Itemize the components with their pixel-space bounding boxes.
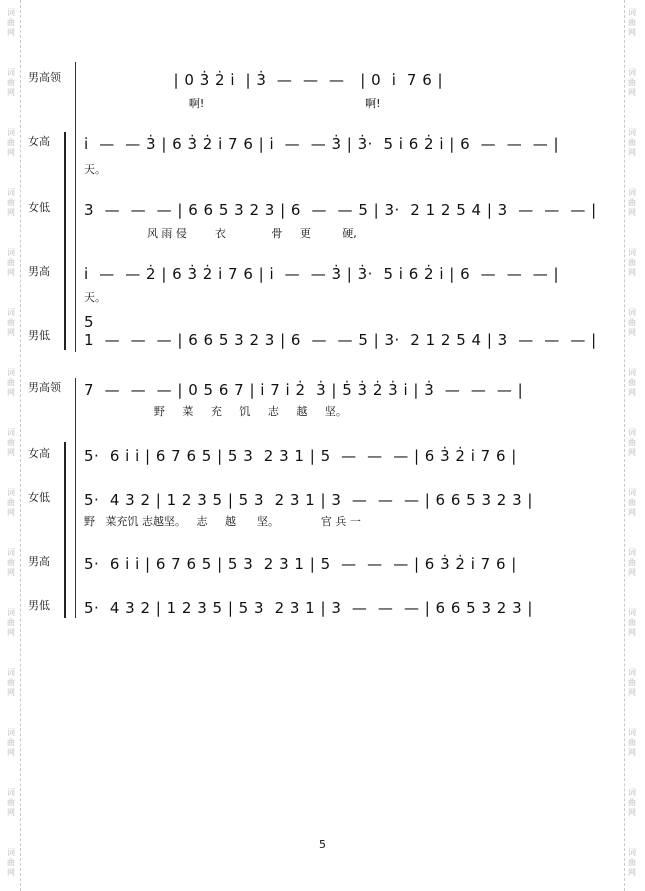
staff-notes: i̇ — — 2̇ | 6 3̇ 2̇ i̇ 7 6 | i̇ — — 3̇ | 3̇· 5 i̇ 6 2̇ i̇ | 6 — — — | bbox=[84, 265, 560, 283]
staff-row bbox=[0, 486, 645, 528]
watermark-text: 词 曲 网 bbox=[628, 848, 636, 877]
staff-row bbox=[0, 442, 645, 470]
staff-notes: 1 — — — | 6 6 5 3 2 3 | 6 — — 5 | 3· 2 1 2 5 4 | 3 — — — | bbox=[84, 331, 597, 349]
watermark-text: 词 曲 网 bbox=[628, 728, 636, 757]
lyrics: 野 菜 充 饥 志 越 坚。 bbox=[84, 405, 347, 418]
upper-note: 5 bbox=[84, 313, 95, 331]
watermark-text: 词 曲 网 bbox=[7, 608, 15, 637]
watermark-text: 词 曲 网 bbox=[628, 668, 636, 697]
staff-row bbox=[0, 66, 645, 110]
staff-notes: 7 — — — | 0 5 6 7 | i̇ 7 i̇ 2̇ 3̇ | 5̇ 3̇ 2̇ 3̇ i̇ | 3̇ — — — | bbox=[84, 381, 524, 399]
staff-row bbox=[0, 196, 645, 240]
staff-label: 女低 bbox=[28, 491, 50, 504]
watermark-text: 词 曲 网 bbox=[7, 428, 15, 457]
lyrics: 风 雨 侵 衣 骨 更 硬, bbox=[84, 227, 357, 240]
watermark-text: 词 曲 网 bbox=[628, 128, 636, 157]
watermark-text: 词 曲 网 bbox=[7, 248, 15, 277]
staff-row bbox=[0, 594, 645, 622]
watermark-text: 词 曲 网 bbox=[628, 308, 636, 337]
staff-label: 男低 bbox=[28, 329, 50, 342]
staff-label: 男高 bbox=[28, 555, 50, 568]
page-number: 5 bbox=[319, 838, 326, 851]
watermark-text: 词 曲 网 bbox=[7, 488, 15, 517]
staff-label: 男高 bbox=[28, 265, 50, 278]
staff-label: 女低 bbox=[28, 201, 50, 214]
watermark-text: 词 曲 网 bbox=[628, 68, 636, 97]
watermark-text: 词 曲 网 bbox=[628, 368, 636, 397]
watermark-text: 词 曲 网 bbox=[628, 608, 636, 637]
staff-notes: 5· 6 i̇ i̇ | 6 7 6 5 | 5 3 2 3 1 | 5 — — — | 6 3̇ 2̇ i̇ 7 6 | bbox=[84, 447, 517, 465]
lyrics: 野 菜充饥 志越坚。 志 越 坚。 官 兵 一 bbox=[84, 515, 361, 528]
staff-row bbox=[0, 376, 645, 418]
staff-notes: 3 — — — | 6 6 5 3 2 3 | 6 — — 5 | 3· 2 1 2 5 4 | 3 — — — | bbox=[84, 201, 597, 219]
lyrics: 天。 bbox=[84, 291, 106, 304]
watermark-text: 词 曲 网 bbox=[7, 8, 15, 37]
staff-label: 女高 bbox=[28, 135, 50, 148]
watermark-text: 词 曲 网 bbox=[7, 188, 15, 217]
staff-row bbox=[0, 130, 645, 176]
watermark-text: 词 曲 网 bbox=[7, 548, 15, 577]
watermark-text: 词 曲 网 bbox=[7, 668, 15, 697]
watermark-text: 词 曲 网 bbox=[7, 788, 15, 817]
staff-notes: 5· 6 i̇ i̇ | 6 7 6 5 | 5 3 2 3 1 | 5 — — — | 6 3̇ 2̇ i̇ 7 6 | bbox=[84, 555, 517, 573]
staff-row bbox=[0, 260, 645, 304]
staff-label: 女高 bbox=[28, 447, 50, 460]
watermark-text: 词 曲 网 bbox=[628, 188, 636, 217]
staff-brace bbox=[64, 132, 72, 350]
staff-row bbox=[0, 550, 645, 578]
staff-label: 男低 bbox=[28, 599, 50, 612]
staff-label: 男高领 bbox=[28, 381, 61, 394]
watermark-text: 词 曲 网 bbox=[628, 248, 636, 277]
watermark-text: 词 曲 网 bbox=[628, 488, 636, 517]
watermark-text: 词 曲 网 bbox=[7, 68, 15, 97]
watermark-text: 词 曲 网 bbox=[7, 128, 15, 157]
staff-notes: i̇ — — 3̇ | 6 3̇ 2̇ i̇ 7 6 | i̇ — — 3̇ | 3̇· 5 i̇ 6 2̇ i̇ | 6 — — — | bbox=[84, 135, 560, 153]
watermark-text: 词 曲 网 bbox=[628, 428, 636, 457]
watermark-text: 词 曲 网 bbox=[628, 788, 636, 817]
staff-notes: 5· 4 3 2 | 1 2 3 5 | 5 3 2 3 1 | 3 — — — | 6 6 5 3 2 3 | bbox=[84, 599, 533, 617]
staff-notes: 5· 4 3 2 | 1 2 3 5 | 5 3 2 3 1 | 3 — — — | 6 6 5 3 2 3 | bbox=[84, 491, 533, 509]
lyrics: 啊! 啊! bbox=[84, 97, 381, 110]
lyrics: 天。 bbox=[84, 163, 106, 176]
watermark-text: 词 曲 网 bbox=[7, 368, 15, 397]
watermark-text: 词 曲 网 bbox=[628, 548, 636, 577]
staff-label: 男高领 bbox=[28, 71, 61, 84]
staff-notes: | 0 3̇ 2̇ i̇ | 3̇ — — — | 0 i̇ 7 6 | bbox=[84, 71, 444, 89]
watermark-text: 词 曲 网 bbox=[7, 308, 15, 337]
watermark-text: 词 曲 网 bbox=[628, 8, 636, 37]
watermark-text: 词 曲 网 bbox=[7, 848, 15, 877]
watermark-text: 词 曲 网 bbox=[7, 728, 15, 757]
